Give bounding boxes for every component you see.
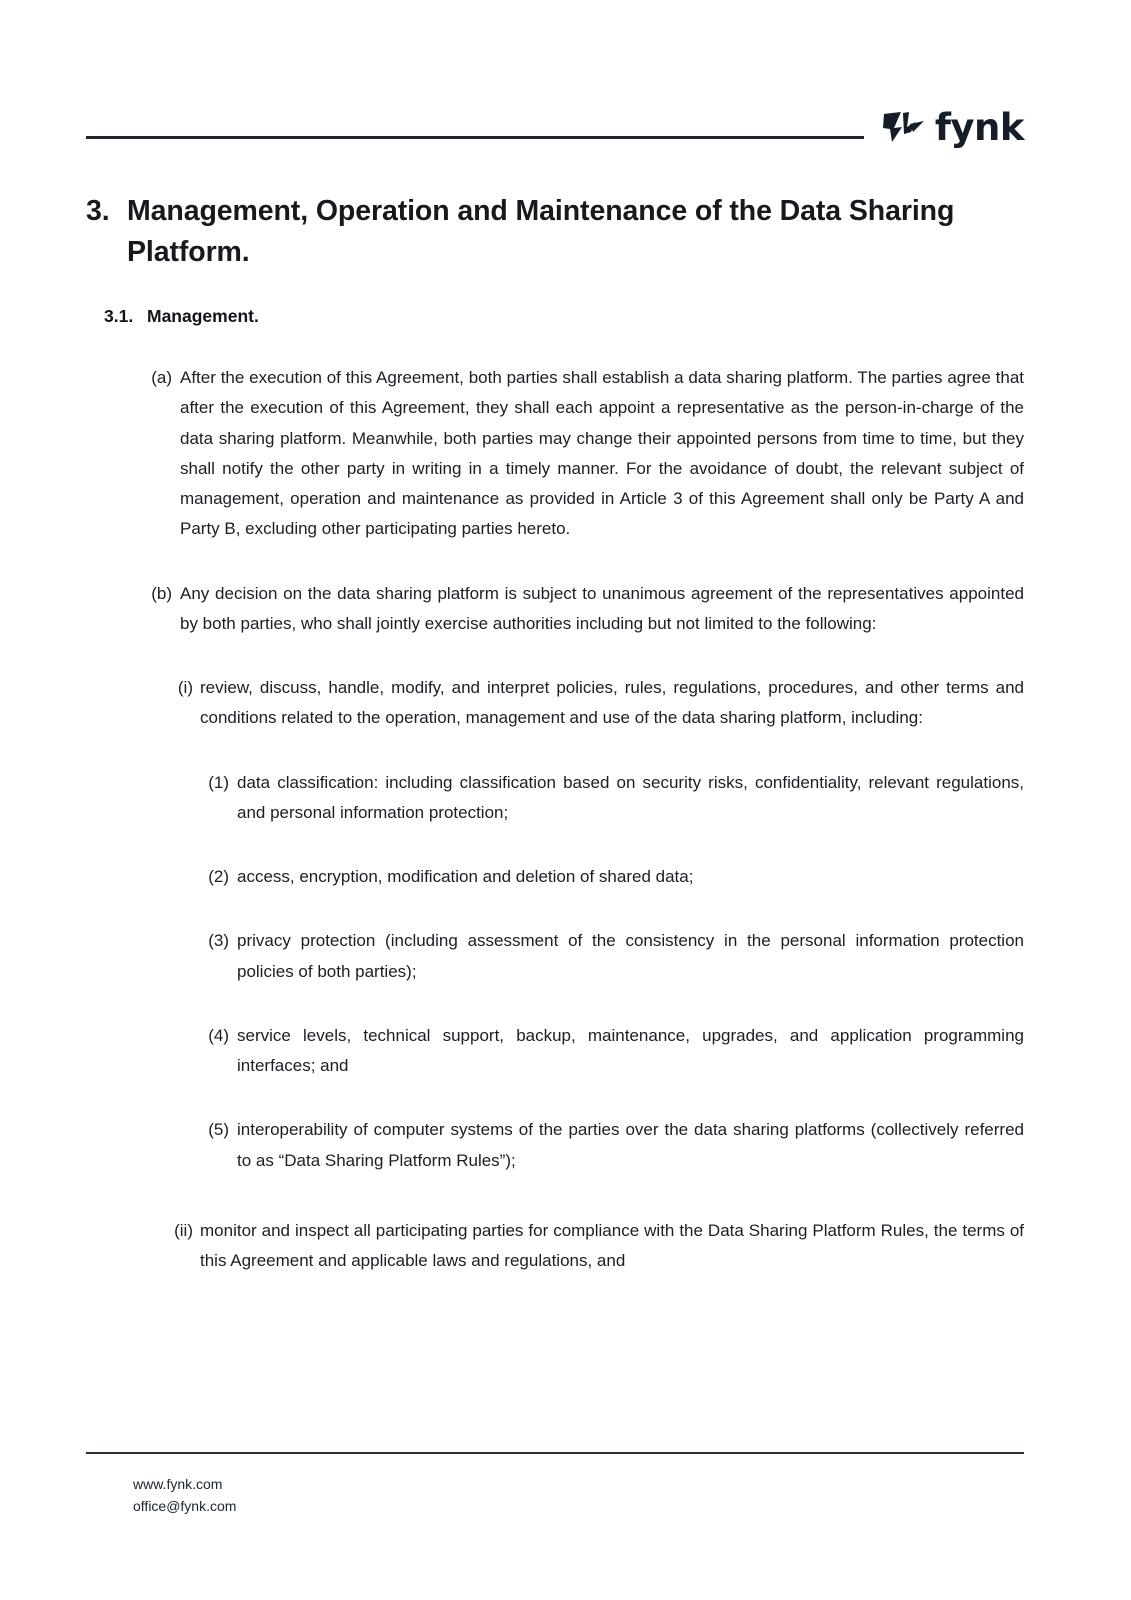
footer-website[interactable]: www.fynk.com bbox=[133, 1476, 223, 1492]
clause-2-text: access, encryption, modification and deletion of shared data; bbox=[237, 867, 694, 886]
clause-ii-marker: (ii) bbox=[174, 1220, 193, 1240]
clause-b-marker: (b) bbox=[151, 583, 172, 603]
page-title bbox=[86, 191, 1026, 272]
clause-a-text: After the execution of this Agreement, both parties shall establish a data sharing platform. The parties agree that after the execution of this Agreement, they shall each appoint a representative as the person-in-charge of the data sharing platform. Meanwhile, both parties may change their appointed persons from time to time, but they shall notify the other party in writing in a timely manner. For the avoidance of doubt, the relevant subject of management, operation and maintenance as provided in Article 3 of this Agreement shall only be Party A and Party B, excluding other participating parties hereto. bbox=[180, 368, 1024, 539]
clause-i bbox=[170, 673, 1024, 734]
clause-4 bbox=[198, 1021, 1024, 1082]
page-title-number: 3. bbox=[86, 195, 110, 228]
clause-b-text: Any decision on the data sharing platform is subject to unanimous agreement of the representatives appointed by both parties, who shall jointly exercise authorities including but not limited to the following: bbox=[180, 583, 1024, 633]
clause-b bbox=[143, 579, 1024, 640]
section-number: 3.1. bbox=[104, 306, 134, 326]
fynk-bird-mark-icon bbox=[882, 110, 926, 144]
clause-ii bbox=[170, 1216, 1024, 1277]
footer-divider bbox=[86, 1452, 1024, 1454]
clause-5-marker: (5) bbox=[208, 1120, 229, 1140]
header-divider bbox=[86, 136, 864, 139]
page-footer bbox=[86, 1452, 1024, 1517]
clause-i-marker: (i) bbox=[177, 678, 193, 697]
clause-4-text: service levels, technical support, backup, maintenance, upgrades, and application programming interfaces; and bbox=[237, 1025, 1024, 1075]
footer-contact bbox=[133, 1474, 1024, 1517]
clause-1-text: data classification: including classification based on security risks, confidentiality, relevant regulations, and personal information protection; bbox=[237, 772, 1024, 822]
clause-ii-text: monitor and inspect all participating parties for compliance with the Data Sharing Platform Rules, the terms of this Agreement and applicable laws and regulations, and bbox=[200, 1220, 1024, 1270]
clause-i-text: review, discuss, handle, modify, and interpret policies, rules, regulations, procedures, and other terms and conditions related to the operation, management and use of the data sharing platform, including: bbox=[200, 678, 1024, 728]
clause-5 bbox=[198, 1115, 1024, 1176]
clause-1 bbox=[198, 768, 1024, 829]
clause-3 bbox=[198, 926, 1024, 987]
document-body bbox=[86, 306, 1024, 1300]
brand-wordmark: fynk bbox=[934, 105, 1024, 149]
clause-3-marker: (3) bbox=[208, 931, 229, 951]
clause-1-marker: (1) bbox=[208, 772, 229, 792]
clause-5-text: interoperability of computer systems of the parties over the data sharing platforms (collectively referred to as “Data Sharing Platform Rules”); bbox=[237, 1120, 1024, 1170]
page-header bbox=[86, 96, 1024, 152]
clause-a bbox=[143, 363, 1024, 545]
section-heading-label: Management. bbox=[147, 306, 259, 326]
clause-a-marker: (a) bbox=[151, 368, 172, 387]
clause-2-marker: (2) bbox=[208, 867, 229, 886]
page-title-text: Management, Operation and Maintenance of the Data Sharing Platform. bbox=[127, 195, 955, 268]
clause-4-marker: (4) bbox=[208, 1025, 229, 1045]
section-heading-3-1 bbox=[104, 306, 1024, 327]
brand-logo bbox=[882, 105, 1024, 149]
clause-3-text: privacy protection (including assessment of the consistency in the personal information protection policies of both parties); bbox=[237, 931, 1024, 981]
footer-email[interactable]: office@fynk.com bbox=[133, 1497, 237, 1514]
clause-2 bbox=[198, 862, 1024, 892]
